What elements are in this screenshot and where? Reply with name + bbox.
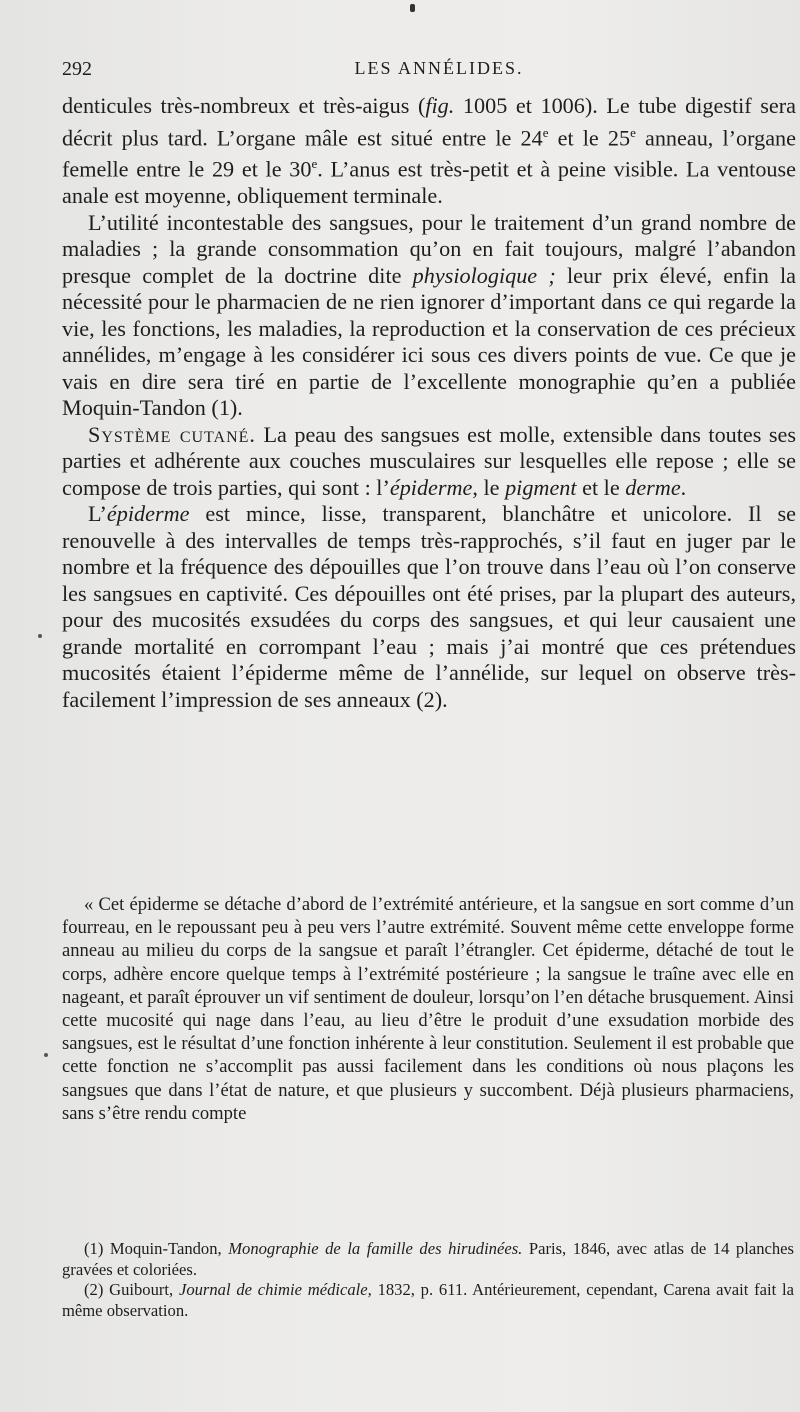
page-number: 292 (62, 58, 92, 80)
scan-speck (410, 4, 415, 12)
block-quote (62, 893, 794, 1125)
margin-speck (38, 634, 42, 638)
paragraph-1: denticules très-nombreux et très-aigus (fig. 1005 et 1006). Le tube digestif sera décrit plus tard. L’organe mâle est situé entre le 24e et le 25e anneau, l’organe femelle entre le 29 et le 30e. L’anus est très-petit et à peine visible. La ventouse anale est moyenne, obliquement terminale. (62, 93, 797, 209)
margin-speck (44, 1053, 48, 1057)
footnotes (62, 1239, 794, 1321)
paragraph-3-systeme-cutane: Système cutané. La peau des sangsues est molle, extensible dans toutes ses parties et adhérente aux couches musculaires sur lesquelles elle repose ; elle se compose de trois parties, qui sont : l’épiderme, le pigment et le derme. (62, 421, 797, 500)
footnote-2: (2) Guibourt, Journal de chimie médicale, 1832, p. 611. Antérieurement, cependant, Carena avait fait la même observation. (62, 1280, 794, 1320)
main-text (62, 93, 796, 713)
footnote-1: (1) Moquin-Tandon, Monographie de la famille des hirudinées. Paris, 1846, avec atlas de 14 planches gravées et coloriées. (62, 1239, 794, 1279)
running-title: LES ANNÉLIDES. (354, 58, 524, 78)
paragraph-2: L’utilité incontestable des sangsues, pour le traitement d’un grand nombre de maladies ; la grande consommation qu’on en fait toujours, malgré l’abandon presque complet de la doctrine dite physiologique ; leur prix élevé, enfin la nécessité pour le pharmacien de ne rien ignorer d’important dans ce qui regarde la vie, les fonctions, les maladies, la reproduction et la conservation de ces précieux annélides, m’engage à les considérer ici sous ces divers points de vue. Ce que je vais en dire sera tiré en partie de l’excellente monographie qu’en a publiée Moquin-Tandon (1). (62, 209, 797, 421)
paragraph-4-epiderme: L’épiderme est mince, lisse, transparent, blanchâtre et unicolore. Il se renouvelle à des intervalles de temps très-rapprochés, s’il faut en juger par le nombre et la fréquence des dépouilles que l’on trouve dans l’eau où l’on conserve les sangsues en captivité. Ces dépouilles ont été prises, par la plupart des auteurs, pour des mucosités exsudées du corps des sangsues, et qui leur causaient une grande mortalité en corrompant l’eau ; mais j’ai montré que ces prétendues mucosités étaient l’épiderme même de l’annélide, sur lequel on observe très-facilement l’impression de ses anneaux (2). (62, 501, 796, 712)
page-header (62, 58, 786, 88)
quote-paragraph: « Cet épiderme se détache d’abord de l’extrémité antérieure, et la sangsue en sort comme d’un fourreau, en le repoussant peu à peu vers l’autre extrémité. Souvent même cette enveloppe forme anneau au milieu du corps de la sangsue et paraît l’étrangler. Cet épiderme, détaché de tout le corps, adhère encore quelque temps à l’extrémité postérieure ; la sangsue le traîne avec elle en nageant, et paraît éprouver un vif sentiment de douleur, lorsqu’on l’en détache brusquement. Ainsi cette mucosité qui nage dans l’eau, au lieu d’être le produit d’une exsudation morbide des sangsues, est le résultat d’une fonction inhérente à leur constitution. Seulement il est probable que cette fonction ne s’accomplit pas aussi facilement dans les conditions où nous plaçons les sangsues que dans l’état de nature, et que plusieurs y succombent. Déjà plusieurs pharmaciens, sans s’être rendu compte (62, 894, 794, 1124)
section-heading: Système cutané. (88, 421, 256, 447)
